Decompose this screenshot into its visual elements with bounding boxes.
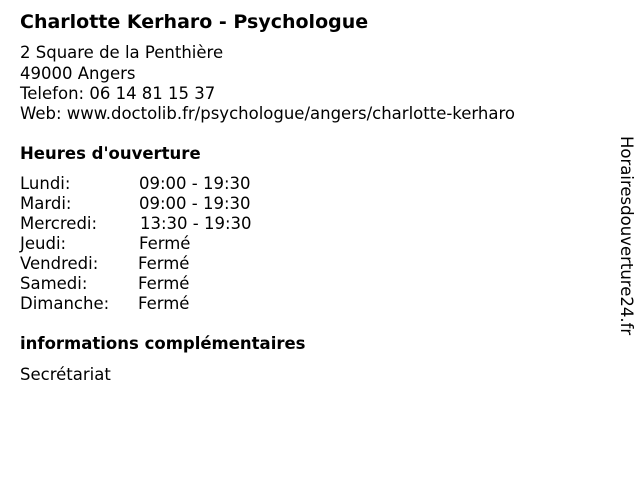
day-label: Jeudi: (20, 234, 67, 253)
hours-value: Fermé (139, 234, 191, 253)
hours-value: 09:00 - 19:30 (139, 174, 251, 193)
day-label: Vendredi: (20, 254, 99, 273)
additional-info-text: Secrétariat (20, 365, 111, 384)
day-label: Mardi: (20, 194, 72, 213)
opening-hours-heading: Heures d'ouverture (20, 144, 201, 163)
day-label: Dimanche: (20, 294, 110, 313)
website-link[interactable]: Web: www.doctolib.fr/psychologue/angers/charlotte-kerharo (20, 104, 515, 123)
day-label: Lundi: (20, 174, 71, 193)
additional-info-heading: informations complémentaires (20, 334, 306, 353)
site-watermark: Horairesdouverture24.fr (617, 136, 636, 336)
day-label: Mercredi: (20, 214, 98, 233)
address-line-city: 49000 Angers (20, 64, 136, 83)
hours-value: Fermé (138, 294, 190, 313)
address-line-street: 2 Square de la Penthière (20, 43, 224, 62)
hours-value: Fermé (138, 254, 190, 273)
business-title: Charlotte Kerharo - Psychologue (20, 11, 369, 33)
hours-value: 09:00 - 19:30 (139, 194, 251, 213)
hours-value: Fermé (138, 274, 190, 293)
day-label: Samedi: (20, 274, 88, 293)
phone-number: Telefon: 06 14 81 15 37 (20, 84, 216, 103)
hours-value: 13:30 - 19:30 (140, 214, 252, 233)
